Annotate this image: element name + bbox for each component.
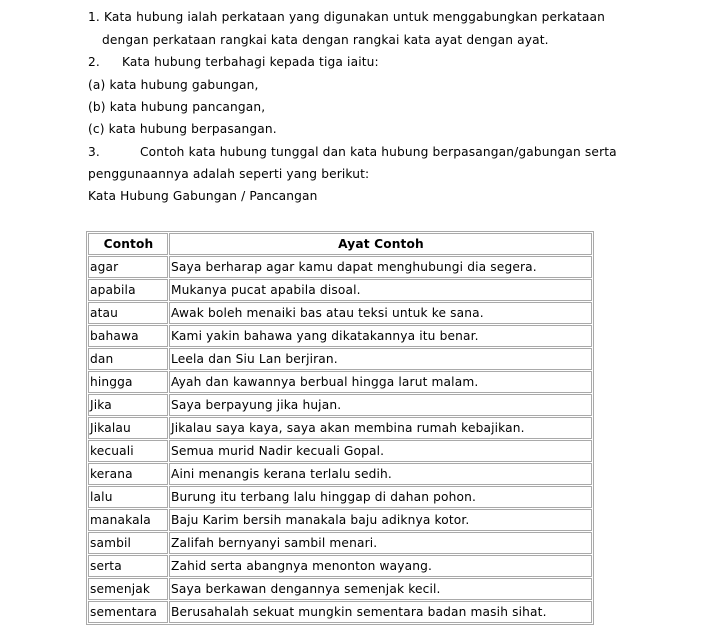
conjunction-table [86,231,594,625]
table-row [88,302,592,324]
table-cell-ayat-contoh: Mukanya pucat apabila disoal. [169,279,592,301]
table-row [88,555,592,577]
paragraph-3-line-2: penggunaannya adalah seperti yang berikut: [88,167,370,181]
table-cell-ayat-contoh: Saya berharap agar kamu dapat menghubungi dia segera. [169,256,592,278]
table-cell-ayat-contoh: Semua murid Nadir kecuali Gopal. [169,440,592,462]
table-cell-contoh: kecuali [88,440,168,462]
table-header-contoh: Contoh [88,233,168,255]
paragraph-3-number: 3. [88,145,100,159]
table-cell-contoh: apabila [88,279,168,301]
table-row [88,509,592,531]
table-cell-ayat-contoh: Baju Karim bersih manakala baju adiknya kotor. [169,509,592,531]
list-item-a: (a) kata hubung gabungan, [88,78,259,92]
table-cell-contoh: Jika [88,394,168,416]
table-cell-contoh: atau [88,302,168,324]
table-cell-ayat-contoh: Kami yakin bahawa yang dikatakannya itu benar. [169,325,592,347]
paragraph-3-text: Contoh kata hubung tunggal dan kata hubung berpasangan/gabungan serta [140,145,617,159]
table-cell-contoh: Jikalau [88,417,168,439]
table-row [88,486,592,508]
paragraph-1-line-1: 1. Kata hubung ialah perkataan yang digunakan untuk menggabungkan perkataan [88,10,605,24]
table-row [88,417,592,439]
table-row [88,601,592,623]
table-cell-ayat-contoh: Ayah dan kawannya berbual hingga larut malam. [169,371,592,393]
table-cell-contoh: manakala [88,509,168,531]
table-cell-ayat-contoh: Awak boleh menaiki bas atau teksi untuk ke sana. [169,302,592,324]
table-cell-contoh: dan [88,348,168,370]
table-row [88,578,592,600]
table-header-row [88,233,592,255]
table-row [88,256,592,278]
paragraph-2-text: Kata hubung terbahagi kepada tiga iaitu: [122,55,379,69]
paragraph-2-number: 2. [88,55,100,69]
table-cell-contoh: lalu [88,486,168,508]
list-item-c: (c) kata hubung berpasangan. [88,122,277,136]
table-cell-contoh: semenjak [88,578,168,600]
table-row [88,440,592,462]
table-cell-ayat-contoh: Zalifah bernyanyi sambil menari. [169,532,592,554]
table-cell-contoh: sementara [88,601,168,623]
paragraph-3 [88,144,617,160]
table-header-ayat-contoh: Ayat Contoh [169,233,592,255]
table-cell-contoh: bahawa [88,325,168,347]
table-row [88,348,592,370]
table-body [88,256,592,623]
paragraph-1-line-2: dengan perkataan rangkai kata dengan rangkai kata ayat dengan ayat. [102,33,549,47]
table-row [88,532,592,554]
section-heading: Kata Hubung Gabungan / Pancangan [88,189,318,203]
paragraph-2 [88,54,379,70]
table-cell-ayat-contoh: Leela dan Siu Lan berjiran. [169,348,592,370]
table-cell-ayat-contoh: Saya berkawan dengannya semenjak kecil. [169,578,592,600]
table-cell-contoh: serta [88,555,168,577]
table-cell-contoh: kerana [88,463,168,485]
table-cell-ayat-contoh: Burung itu terbang lalu hinggap di dahan pohon. [169,486,592,508]
table-row [88,325,592,347]
table-row [88,463,592,485]
table-cell-contoh: hingga [88,371,168,393]
table-cell-ayat-contoh: Zahid serta abangnya menonton wayang. [169,555,592,577]
table-row [88,371,592,393]
table-cell-ayat-contoh: Berusahalah sekuat mungkin sementara badan masih sihat. [169,601,592,623]
table-row [88,394,592,416]
list-item-b: (b) kata hubung pancangan, [88,100,266,114]
table-row [88,279,592,301]
table-cell-ayat-contoh: Saya berpayung jika hujan. [169,394,592,416]
table-cell-contoh: agar [88,256,168,278]
table-cell-ayat-contoh: Aini menangis kerana terlalu sedih. [169,463,592,485]
table-cell-contoh: sambil [88,532,168,554]
table-cell-ayat-contoh: Jikalau saya kaya, saya akan membina rumah kebajikan. [169,417,592,439]
